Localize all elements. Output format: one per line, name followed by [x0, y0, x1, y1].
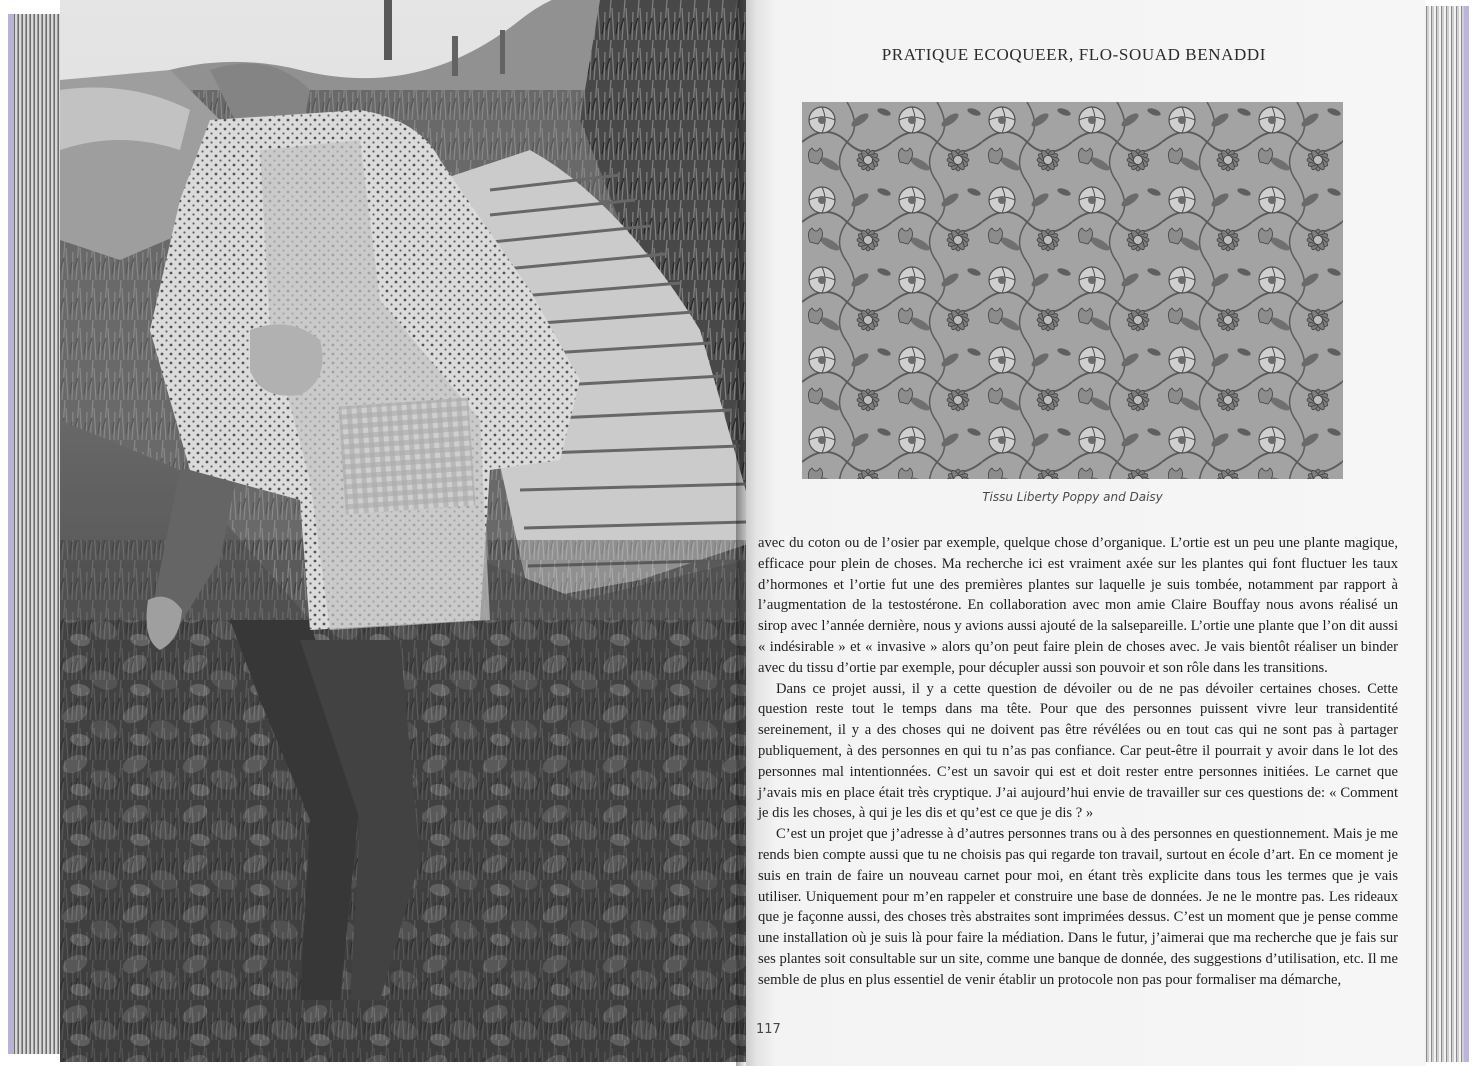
- floral-pattern: [802, 102, 1343, 479]
- running-head: PRATIQUE ECOQUEER, FLO-SOUAD BENADDI: [881, 45, 1266, 64]
- paragraph: avec du coton ou de l’osier par exemple, quelque chose d’organique. L’ortie est un peu une plante magique, efficace pour plein de choses. Ma recherche ici est vraiment axée sur les plantes qui font fluctuer les taux d’hormones et l’ortie fut une des premières plantes sur laquelle je suis tombée, notamment par rapport à l’augmentation de la testostérone. En collaboration avec mon amie Claire Bouffay nous avons réalisé un sirop avec l’année dernière, nous y avions aussi ajouté de la salsepareille. L’ortie une plante que l’on dit aussi « indésirable » et « invasive » alors qu’on peut faire plein de choses avec. Je vais bientôt réaliser un binder avec du tissu d’ortie par exemple, pour décupler aussi son pouvoir et son rôle dans les transitions.: [758, 535, 1398, 676]
- photo-person-picking-plants: [60, 0, 746, 1062]
- left-page-edges: [8, 14, 66, 1054]
- left-page-photo: [60, 0, 746, 1062]
- right-page: [746, 0, 1426, 1066]
- paragraph: C’est un projet que j’adresse à d’autres personnes trans ou à des personnes en questionnement. Mais je me rends bien compte aussi que tu ne choisis pas qui regarde ton travail, surtout en école d’art. En ce moment je suis en train de faire un nouveau carnet pour moi, en étant très explicite dans tous les termes que je vais utiliser. Uniquement pour m’en rappeler et construire une base de données. Je ne le montre pas. Les rideaux que je façonne aussi, des choses très abstraites sont imprimées dessus. C’est un moment que je pense comme une installation où je suis là pour faire la médiation. Dans le futur, j’aimerai que ma recherche que je fais sur ses plantes soit consultable sur un site, comme une banque de donnée, des suggestions d’utilisation, etc. Il me semble de plus en plus essentiel de venir établir un protocole non pas pour formaliser ma démarche,: [758, 826, 1398, 988]
- body-text: [758, 533, 1398, 991]
- paragraph: Dans ce projet aussi, il y a cette question de dévoiler ou de ne pas dévoiler certaines choses. Cette question reste tout le temps dans ma tête. Pour que des personnes puissent vivre leur transidentité sereinement, il y a des choses qui ne doivent pas être révélées ou en tout cas qui ne sont pas à partager publiquement, à des personnes en qui tu n’as pas confiance. Car peut-être il pourrait y avoir dans le lot des personnes mal intentionnées. C’est un savoir qui est et doit rester entre personnes initiées. Le carnet que j’avais mis en place était très cryptique. J’ai aujourd’hui envie de travailler sur ces questions de: « Comment je dis les choses, à qui je les dis et qu’est ce que je dis ? »: [758, 680, 1398, 822]
- right-page-edges: [1424, 6, 1469, 1062]
- page-number: 117: [756, 1022, 781, 1037]
- fabric-floral-image: [802, 102, 1343, 479]
- book-spine-shadow: [736, 0, 756, 1066]
- figure-caption: Tissu Liberty Poppy and Daisy: [982, 490, 1163, 504]
